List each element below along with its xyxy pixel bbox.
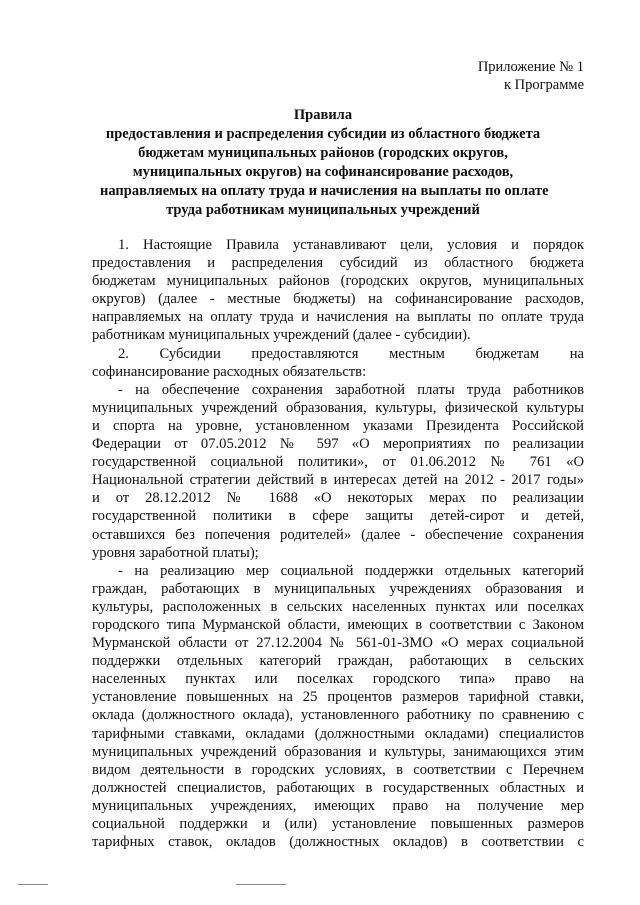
appendix-number: Приложение № 1 [477,59,584,75]
document-title [100,106,549,220]
body-line: культуры, расположенных в сельских населенных пунктах или поселках [92,598,584,615]
appendix-program: к Программе [503,77,584,93]
title-line: направляемых на оплату труда и начисления на выплаты по оплате [100,183,549,199]
scan-mark-center [236,884,286,885]
body-line: установление повышенных на 25 процентов размеров тарифной ставки, [92,689,584,706]
body-line: муниципальных учреждений образования, культуры, физической культуры [92,399,584,416]
title-line: труда работникам муниципальных учреждений [166,202,480,218]
body-line: муниципальных учреждений образования и культуры, занимающихся этим [92,743,584,760]
body-line: поддержки отдельных категорий граждан, работающих в сельских [92,653,584,670]
body-line: Национальной стратегии действий в интересах детей на 2012 - 2017 годы» [92,472,584,489]
body-line: видом деятельности в городских условиях, в соответствии с Перечнем [92,761,584,778]
body-line: и от 28.12.2012 № 1688 «О некоторых мерах по реализации [92,490,584,507]
document-body [92,236,584,851]
body-line: - на обеспечение сохранения заработной платы труда работников [118,381,584,398]
body-line: граждан, работающих в муниципальных учреждениях образования и [92,580,584,597]
body-line: государственной политики в сфере защиты детей-сирот и детей, [92,508,584,525]
title-line: муниципальных округов) на софинансирование расходов, [132,164,514,180]
body-line: 1. Настоящие Правила устанавливают цели, условия и порядок [118,237,584,253]
body-line: тарифными ставками, окладами (должностными окладами) специалистов [92,725,584,742]
body-line: Мурманской области от 27.12.2004 № 561-01-ЗМО «О мерах социальной [92,635,584,652]
title-line: бюджетам муниципальных районов (городских округов, [138,145,508,161]
body-line: населенных пунктах или поселках городского типа» право на [92,671,584,688]
appendix-header [478,58,584,94]
body-line: округов) (далее - местные бюджеты) на софинансирование расходов, [92,291,584,308]
body-line: должностей специалистов, работающих в государственных областных и [92,779,584,796]
body-line: работникам муниципальных учреждений (далее - субсидии). [92,327,471,344]
body-line: софинансирование расходных обязательств: [92,363,367,380]
body-line: направляемых на оплату труда и начисления на выплаты по оплате труда [92,309,584,326]
body-line: оставшихся без попечения родителей» (далее - обеспечение сохранения [92,526,584,543]
body-line: городского типа Мурманской области, имеющих в соответствии с Законом [92,616,584,633]
body-line: тарифных ставок, окладов (должностных окладов) в соответствии с [92,834,584,851]
scan-artifacts [0,876,640,896]
body-line: и спорта на уровне, установленном указами Президента Российской [92,417,584,434]
body-line: - на реализацию мер социальной поддержки отдельных категорий [118,562,584,579]
body-line: государственной социальной политики», от 01.06.2012 № 761 «О [92,454,584,471]
scan-mark-left [18,884,48,885]
body-line: Федерации от 07.05.2012 № 597 «О мероприятиях по реализации [92,436,584,453]
body-line: предоставления и распределения субсидий из областного бюджета [92,255,584,272]
body-line: бюджетам муниципальных районов (городских округов, муниципальных [92,273,584,290]
title-heading: Правила [293,107,353,123]
body-line: уровня заработной платы); [92,544,259,561]
body-line: социальной поддержки и (или) установление повышенных размеров [92,816,584,832]
body-line: муниципальных учреждениях, имеющих право на получение мер [92,797,584,814]
body-line: оклада (должностного оклада), установленного работнику по сравнению с [92,707,584,724]
body-line: 2. Субсидии предоставляются местным бюджетам на [118,345,584,362]
title-line: предоставления и распределения субсидии из областного бюджета [105,126,541,142]
